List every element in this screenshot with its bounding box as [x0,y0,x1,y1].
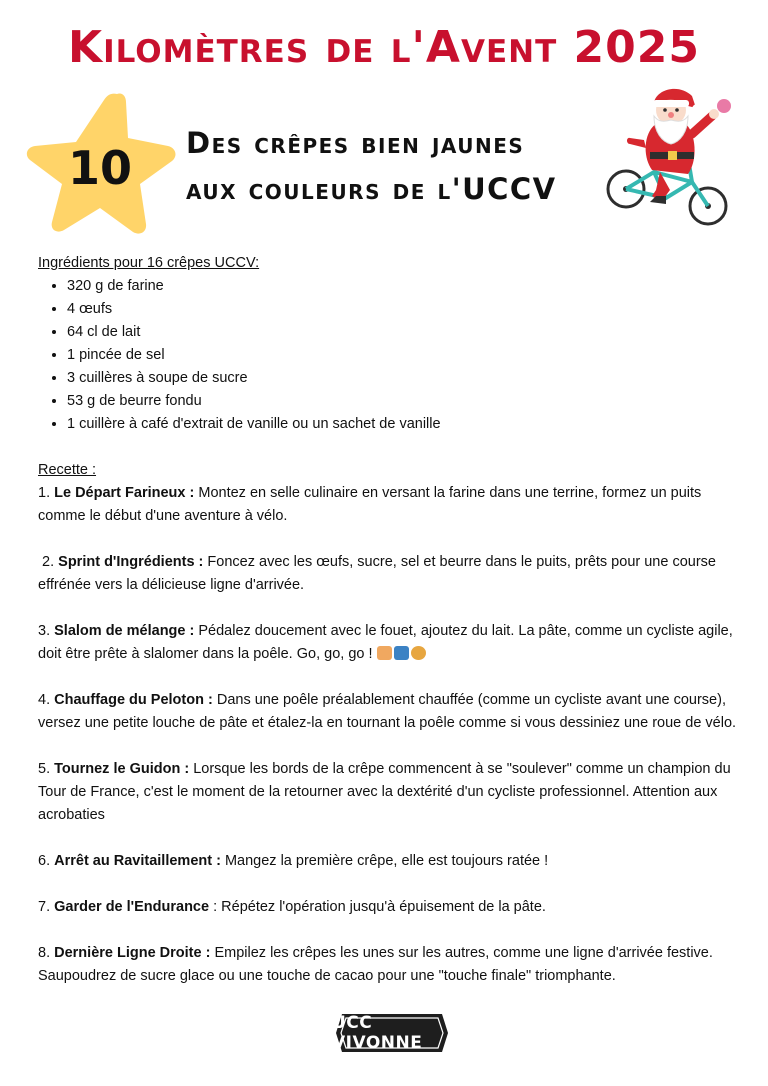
step-title: Sprint d'Ingrédients : [58,554,204,570]
male-sign-emoji-icon [394,646,409,660]
ingredient-item: • 320 g de farine [67,275,738,298]
santa-bicycle-illustration [596,86,746,236]
emoji-group [377,646,426,660]
step-title: Garder de l'Endurance [54,899,210,915]
ingredient-item: • 1 cuillère à café d'extrait de vanille ou un sachet de vanille [67,413,738,436]
step-title: Chauffage du Peloton : [54,692,213,708]
recipe-step: 4. Chauffage du Peloton : Dans une poêle préalablement chauffée (comme un cycliste avant une course), versez une petite louche de pâte et étalez-la en tournant la poêle comme si vous dessiniez une roue de vélo. [38,692,737,731]
logo-text: UCC VIVONNE [332,1013,423,1053]
step-text: Pédalez doucement avec le fouet, ajoutez du lait. La pâte, comme un cycliste agile, doit être prête à slalomer dans la poêle. Go, go, go ! [38,623,733,662]
step-title: Slalom de mélange : [54,623,195,639]
step-text: Mangez la première crêpe, elle est toujours ratée ! [224,853,549,869]
step-text: : Répétez l'opération jusqu'à épuisement de la pâte. [213,899,546,915]
ingredient-item: • 64 cl de lait [67,321,738,344]
recipe-step: 1. Le Départ Farineux : Montez en selle culinaire en versant la farine dans une terrine, formez un puits comme le début d'une aventure à vélo. [38,485,702,524]
pancake-emoji-icon [411,646,426,660]
step-text: Dans une poêle préalablement chauffée (comme un cycliste avant une course), versez une petite louche de pâte et étalez-la en tournant la poêle comme si vous dessiniez une roue de vélo. [38,692,737,731]
recipe-heading: Recette : [38,462,97,478]
day-number: 10 [67,141,132,195]
step-title: Le Départ Farineux : [54,485,195,501]
ingredient-item: • 1 pincée de sel [67,344,738,367]
subtitle-line-1: Des crêpes bien jaunes [186,126,525,160]
step-text: Empilez les crêpes les unes sur les autres, comme une ligne d'arrivée festive. Saupoudrez de sucre glace ou une touche de cacao pour une "touche finale" triomphante. [38,945,713,984]
recipe-step: 2. Sprint d'Ingrédients : Foncez avec les œufs, sucre, sel et beurre dans le puits, prêts pour une course effrénée vers la délicieuse ligne d'arrivée. [38,554,716,593]
recipe-step: 5. Tournez le Guidon : Lorsque les bords de la crêpe commencent à se "soulever" comme un champion du Tour de France, c'est le moment de la retourner avec la dextérité d'un cycliste professionnel. Attention aux acrobaties [38,761,731,823]
step-text: Montez en selle culinaire en versant la farine dans une terrine, formez un puits comme le début d'une aventure à vélo. [38,485,702,524]
star-badge [22,88,178,238]
recipe-step: 7. Garder de l'Endurance : Répétez l'opération jusqu'à épuisement de la pâte. [38,899,546,915]
recipe-step: 8. Dernière Ligne Droite : Empilez les crêpes les unes sur les autres, comme une ligne d'arrivée festive. Saupoudrez de sucre glace ou une touche de cacao pour une "touche finale" triomphante. [38,945,713,984]
ingredients-heading: Ingrédients pour 16 crêpes UCCV: [38,255,260,271]
step-title: Arrêt au Ravitaillement : [54,853,221,869]
ingredient-item: • 4 œufs [67,298,738,321]
recipe-content [38,252,738,1011]
step-text: Foncez avec les œufs, sucre, sel et beurre dans le puits, prêts pour une course effrénée vers la délicieuse ligne d'arrivée. [38,554,716,593]
ingredient-item: • 53 g de beurre fondu [67,390,738,413]
santa-bicycle-icon [596,86,746,236]
ucc-vivonne-logo [332,1008,452,1058]
page-title: Kilomètres de l'Avent 2025 [67,22,701,73]
recipe-step: 6. Arrêt au Ravitaillement : Mangez la première crêpe, elle est toujours ratée ! [38,853,549,869]
ingredient-item: • 3 cuillères à soupe de sucre [67,367,738,390]
subtitle-line-2: aux couleurs de l'UCCV [186,172,557,206]
subtitle [186,120,606,212]
step-title: Tournez le Guidon : [54,761,190,777]
ingredients-list [38,275,738,436]
step-text: Lorsque les bords de la crêpe commencent à se "soulever" comme un champion du Tour de France, c'est le moment de la retourner avec la dextérité d'un cycliste professionnel. Attention aux acrobaties [38,761,731,823]
cyclist-emoji-icon [377,646,392,660]
recipe-step: 3. Slalom de mélange : Pédalez doucement avec le fouet, ajoutez du lait. La pâte, comme un cycliste agile, doit être prête à slalomer dans la poêle. Go, go, go ! [38,623,733,662]
step-title: Dernière Ligne Droite : [54,945,211,961]
